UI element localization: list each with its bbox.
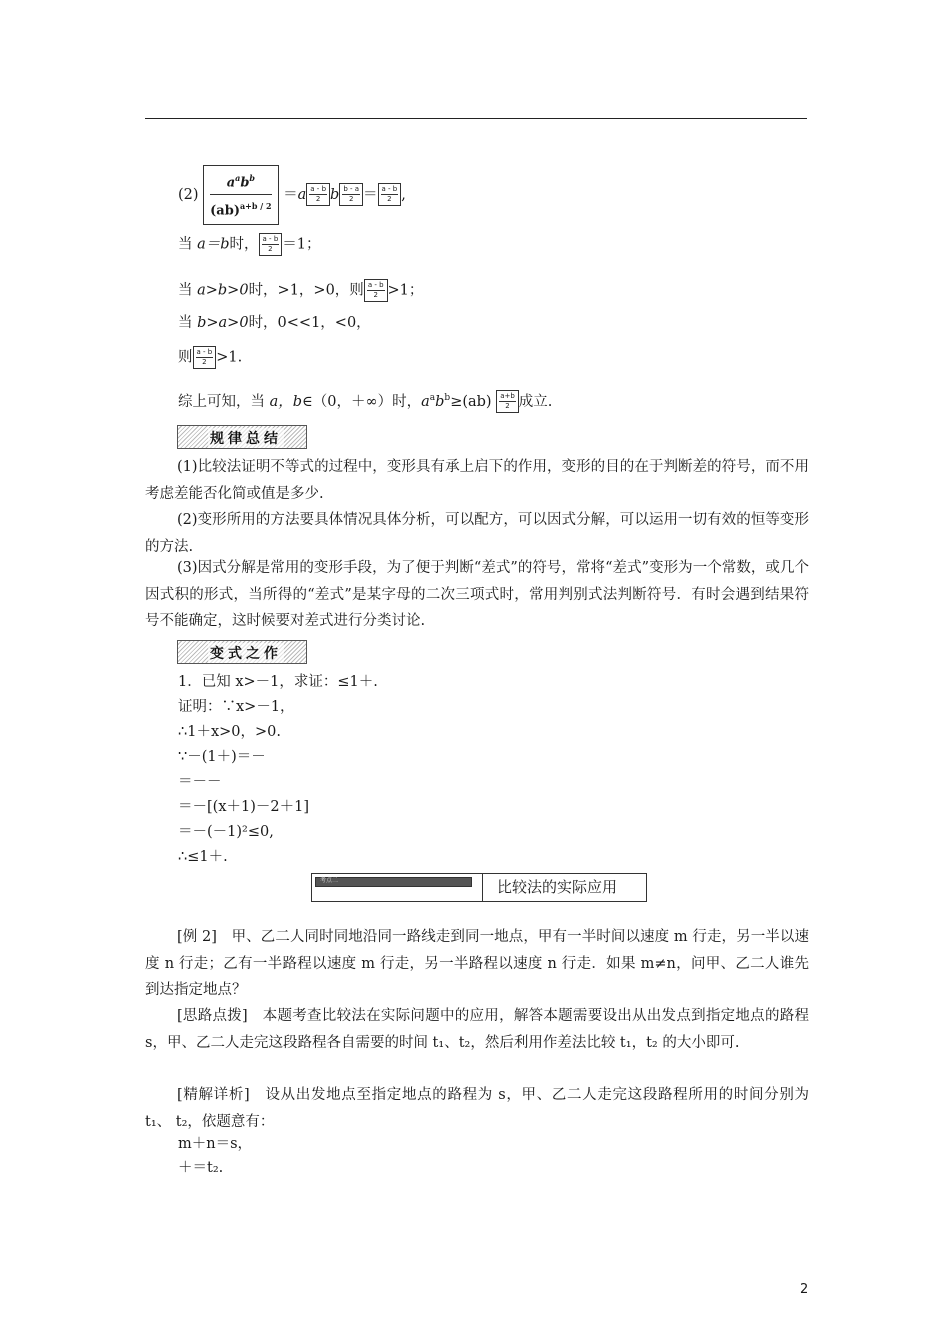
case2-box xyxy=(364,279,388,302)
solution-eq-2: ＋＝t₂. xyxy=(178,1160,224,1176)
example2-solution: [精解详析] 设从出发地点至指定地点的路程为 s，甲、乙二人走完这段路程所用的时间分别为 t₁、 t₂，依题意有： xyxy=(145,1087,809,1130)
proof-line-2: ∴1＋x>0，>0. xyxy=(178,724,281,740)
box3-den: 2 xyxy=(387,195,392,204)
knowledge-tag-label: 考点二 xyxy=(320,877,339,884)
exponent-box-3 xyxy=(378,183,402,206)
case-b-greater-line xyxy=(178,313,371,333)
case2-cond: a>b>0 xyxy=(197,282,249,299)
exponent-box-2 xyxy=(339,183,363,206)
box1-num: a - b xyxy=(310,185,327,194)
case2-box-den: 2 xyxy=(373,291,378,299)
equals-1: ＝ xyxy=(283,186,298,203)
exponent-box-1 xyxy=(306,183,330,206)
case1-tail: ＝1； xyxy=(282,236,321,253)
proof-line-1: 证明：∵x>－1， xyxy=(178,699,295,715)
part2-tail: , xyxy=(401,186,406,203)
solution-eq-1: m＋n＝s， xyxy=(178,1136,253,1152)
power-fraction xyxy=(203,165,278,225)
part2-line xyxy=(178,165,406,225)
exercise-question: 1．已知 x>－1，求证：≤1＋. xyxy=(178,674,378,690)
knowledge-point-box xyxy=(311,873,647,902)
frac-den: (ab) xyxy=(210,203,240,219)
conclusion-expr-rest: ≥(ab) xyxy=(450,393,492,410)
case2-tail: >1； xyxy=(387,282,424,299)
case3-prefix: 当 xyxy=(178,315,193,331)
case-equal-line xyxy=(178,233,321,256)
conclusion-tail: 成立. xyxy=(518,393,553,410)
case1-box-den: 2 xyxy=(268,245,273,253)
box1-den: 2 xyxy=(315,195,321,204)
conclusion-vars: a，b xyxy=(269,393,303,410)
proof-line-7: ∴≤1＋. xyxy=(178,849,228,865)
badge-variant-label: 变式之作 xyxy=(208,643,284,663)
conclusion-sup-a: a xyxy=(429,393,436,403)
case3b-box-num: a - b xyxy=(196,348,213,356)
conclusion-prefix: 综上可知，当 xyxy=(178,393,265,410)
case3b-prefix: 则 xyxy=(178,349,193,366)
knowledge-point-tag xyxy=(315,877,472,887)
case3b-box xyxy=(193,346,217,369)
case-a-greater-line xyxy=(178,279,423,302)
conclusion-box xyxy=(496,390,519,413)
rule-3: (3)因式分解是常用的变形手段，为了便于判断“差式”的符号，常将“差式”变形为一个常数，或几个因式积的形式，当所得的“差式”是某字母的二次三项式时，常用判别式法判断符号．有时会遇到结果符号不能确定，这时候要对差式进行分类讨论. xyxy=(145,560,809,629)
case1-box-num: a - b xyxy=(262,235,279,243)
var-a: a xyxy=(297,186,307,203)
header-rule xyxy=(145,118,807,119)
frac-num-b: b xyxy=(240,175,250,191)
part2-label: (2) xyxy=(178,186,199,203)
conclusion-line xyxy=(178,388,552,413)
frac-den-sup: a+b / 2 xyxy=(239,201,272,212)
case3b-tail: >1. xyxy=(216,349,243,366)
equals-2: ＝ xyxy=(363,186,378,203)
frac-num-sup-a: a xyxy=(235,173,241,183)
case-b-greater-result xyxy=(178,346,242,369)
proof-line-3: ∵－(1＋)＝－ xyxy=(178,749,266,765)
conclusion-sup-b: b xyxy=(444,393,451,403)
var-b: b xyxy=(330,186,340,203)
case2-prefix: 当 xyxy=(178,282,193,299)
conclusion-expr-b: b xyxy=(435,393,445,410)
conclusion-mid: ∈（0，＋∞）时， xyxy=(302,393,422,410)
box2-num: b - a xyxy=(343,185,360,194)
proof-line-6: ＝－(－1)²≤0, xyxy=(178,824,274,840)
conclusion-expr-a: a xyxy=(421,393,430,410)
case3-cond: b>a>0 xyxy=(197,315,249,331)
conclusion-box-den: 2 xyxy=(505,402,510,411)
badge-rules-label: 规律总结 xyxy=(208,428,284,448)
case1-prefix: 当 xyxy=(178,236,193,253)
conclusion-box-num: a+b xyxy=(500,392,515,401)
page-number: 2 xyxy=(800,1282,809,1297)
box2-den: 2 xyxy=(348,195,354,204)
rule-1: (1)比较法证明不等式的过程中，变形具有承上启下的作用，变形的目的在于判断差的符号，而不用考虑差能否化简或值是多少. xyxy=(145,459,809,502)
rule-2: (2)变形所用的方法要具体情况具体分析，可以配方，可以因式分解，可以运用一切有效的恒等变形的方法. xyxy=(145,512,809,555)
case1-box xyxy=(259,233,283,256)
box3-num: a - b xyxy=(381,185,398,194)
example2-hint: [思路点拨] 本题考查比较法在实际问题中的应用，解答本题需要设出从出发点到指定地点的路程 s，甲、乙二人走完这段路程各自需要的时间 t₁、t₂，然后利用作差法比较 t₁，t₂ 的大小即可. xyxy=(145,1008,809,1051)
case2-mid: 时，>1，>0，则 xyxy=(248,282,364,299)
case1-mid: 时， xyxy=(229,236,259,253)
section-badge-rules xyxy=(177,425,307,449)
case1-cond: a＝b xyxy=(197,236,230,253)
proof-line-5: ＝－[(x＋1)－2＋1] xyxy=(178,799,309,815)
example2-problem: [例 2] 甲、乙二人同时同地沿同一路线走到同一地点，甲有一半时间以速度 m 行走，另一半以速度 n 行走；乙有一半路程以速度 m 行走，另一半路程以速度 n 行走．如果 m≠n，问甲、乙二人谁先到达指定地点？ xyxy=(145,929,809,998)
section-badge-variant xyxy=(177,640,307,664)
case3-mid: 时，0<<1，<0， xyxy=(248,315,371,331)
knowledge-point-title: 比较法的实际应用 xyxy=(482,874,617,901)
case2-box-num: a - b xyxy=(367,281,384,289)
frac-num-sup-b: b xyxy=(249,173,255,183)
proof-line-4: ＝－－ xyxy=(178,774,222,790)
frac-num-a: a xyxy=(226,175,236,191)
case3b-box-den: 2 xyxy=(202,358,207,366)
